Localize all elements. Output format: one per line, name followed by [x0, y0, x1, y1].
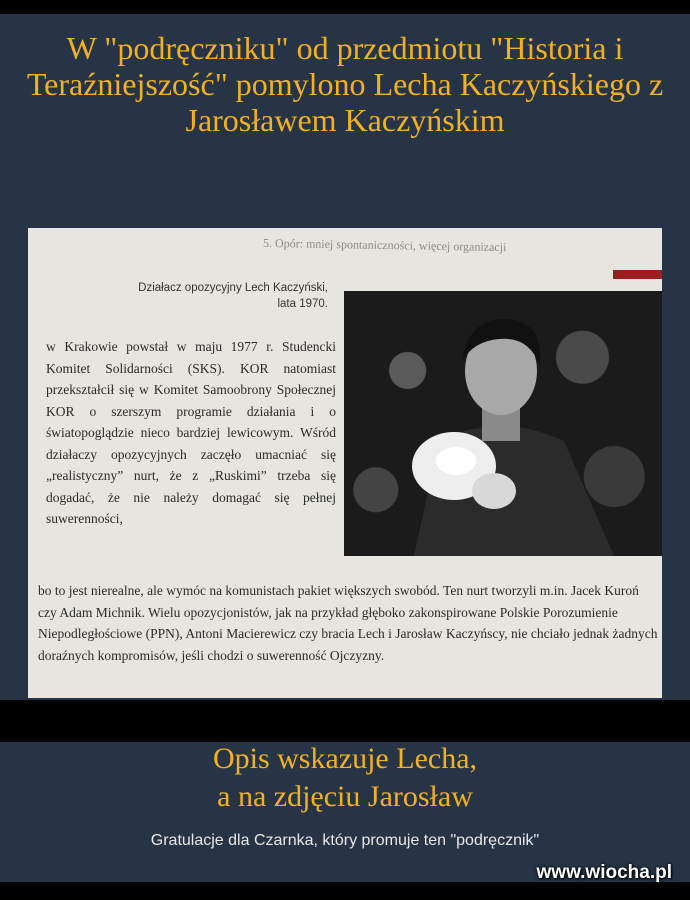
- subtitle-line-1: Opis wskazuje Lecha,: [212, 742, 478, 775]
- red-accent-bar: [613, 270, 662, 279]
- black-divider-band: [0, 700, 690, 742]
- subtitle-line-2: a na zdjęciu Jarosław: [217, 780, 473, 813]
- portrait-figure: [344, 291, 662, 556]
- meme-subtitle: [20, 740, 670, 816]
- book-column-text: w Krakowie powstał w maju 1977 r. Studencki Komitet Solidarności (SKS). KOR natomiast przekształcił się w Komitet Samoobrony Społecznej KOR o szerszym programie działania i o światopoglądzie nieco bardziej lewicowym. Wśród działaczy opozycyjnych zaczęło umacniać się „realistyczny” nurt, że z „Ruskimi” trzeba się dogadać, że nie należy domagać się pełnej suwerenności,: [46, 339, 336, 526]
- black-white-portrait: [344, 291, 662, 556]
- caption-line-2: lata 1970.: [277, 298, 328, 310]
- footnote-text: Gratulacje dla Czarnka, który promuje ten "podręcznik": [150, 832, 540, 849]
- site-watermark: www.wiocha.pl: [536, 862, 672, 883]
- caption-line-1: Działacz opozycyjny Lech Kaczyński,: [138, 282, 328, 294]
- textbook-photo: [28, 228, 662, 698]
- meme-title: W "podręczniku" od przedmiotu "Historia i Teraźniejszość" pomylono Lecha Kaczyńskiego z Jarosławem Kaczyńskim: [26, 30, 664, 138]
- running-head: 5. Opór: mniej spontaniczności, więcej organizacji: [262, 235, 507, 255]
- photo-caption: [118, 280, 328, 312]
- book-wide-text: bo to jest nierealne, ale wymóc na komunistach pakiet większych swobód. Ten nurt tworzyli m.in. Jacek Kuroń czy Adam Michnik. Wielu opozycjonistów, jak na przykład głęboko zakonspirowane Polskie Porozumienie Niepodległościowe (PPN), Antoni Macierewicz czy bracia Lech i Jarosław Kaczyńscy, nie chciało jednak żadnych doraźnych kompromisów, jeśli chodzi o suwerenność Ojczyzny.: [38, 583, 658, 663]
